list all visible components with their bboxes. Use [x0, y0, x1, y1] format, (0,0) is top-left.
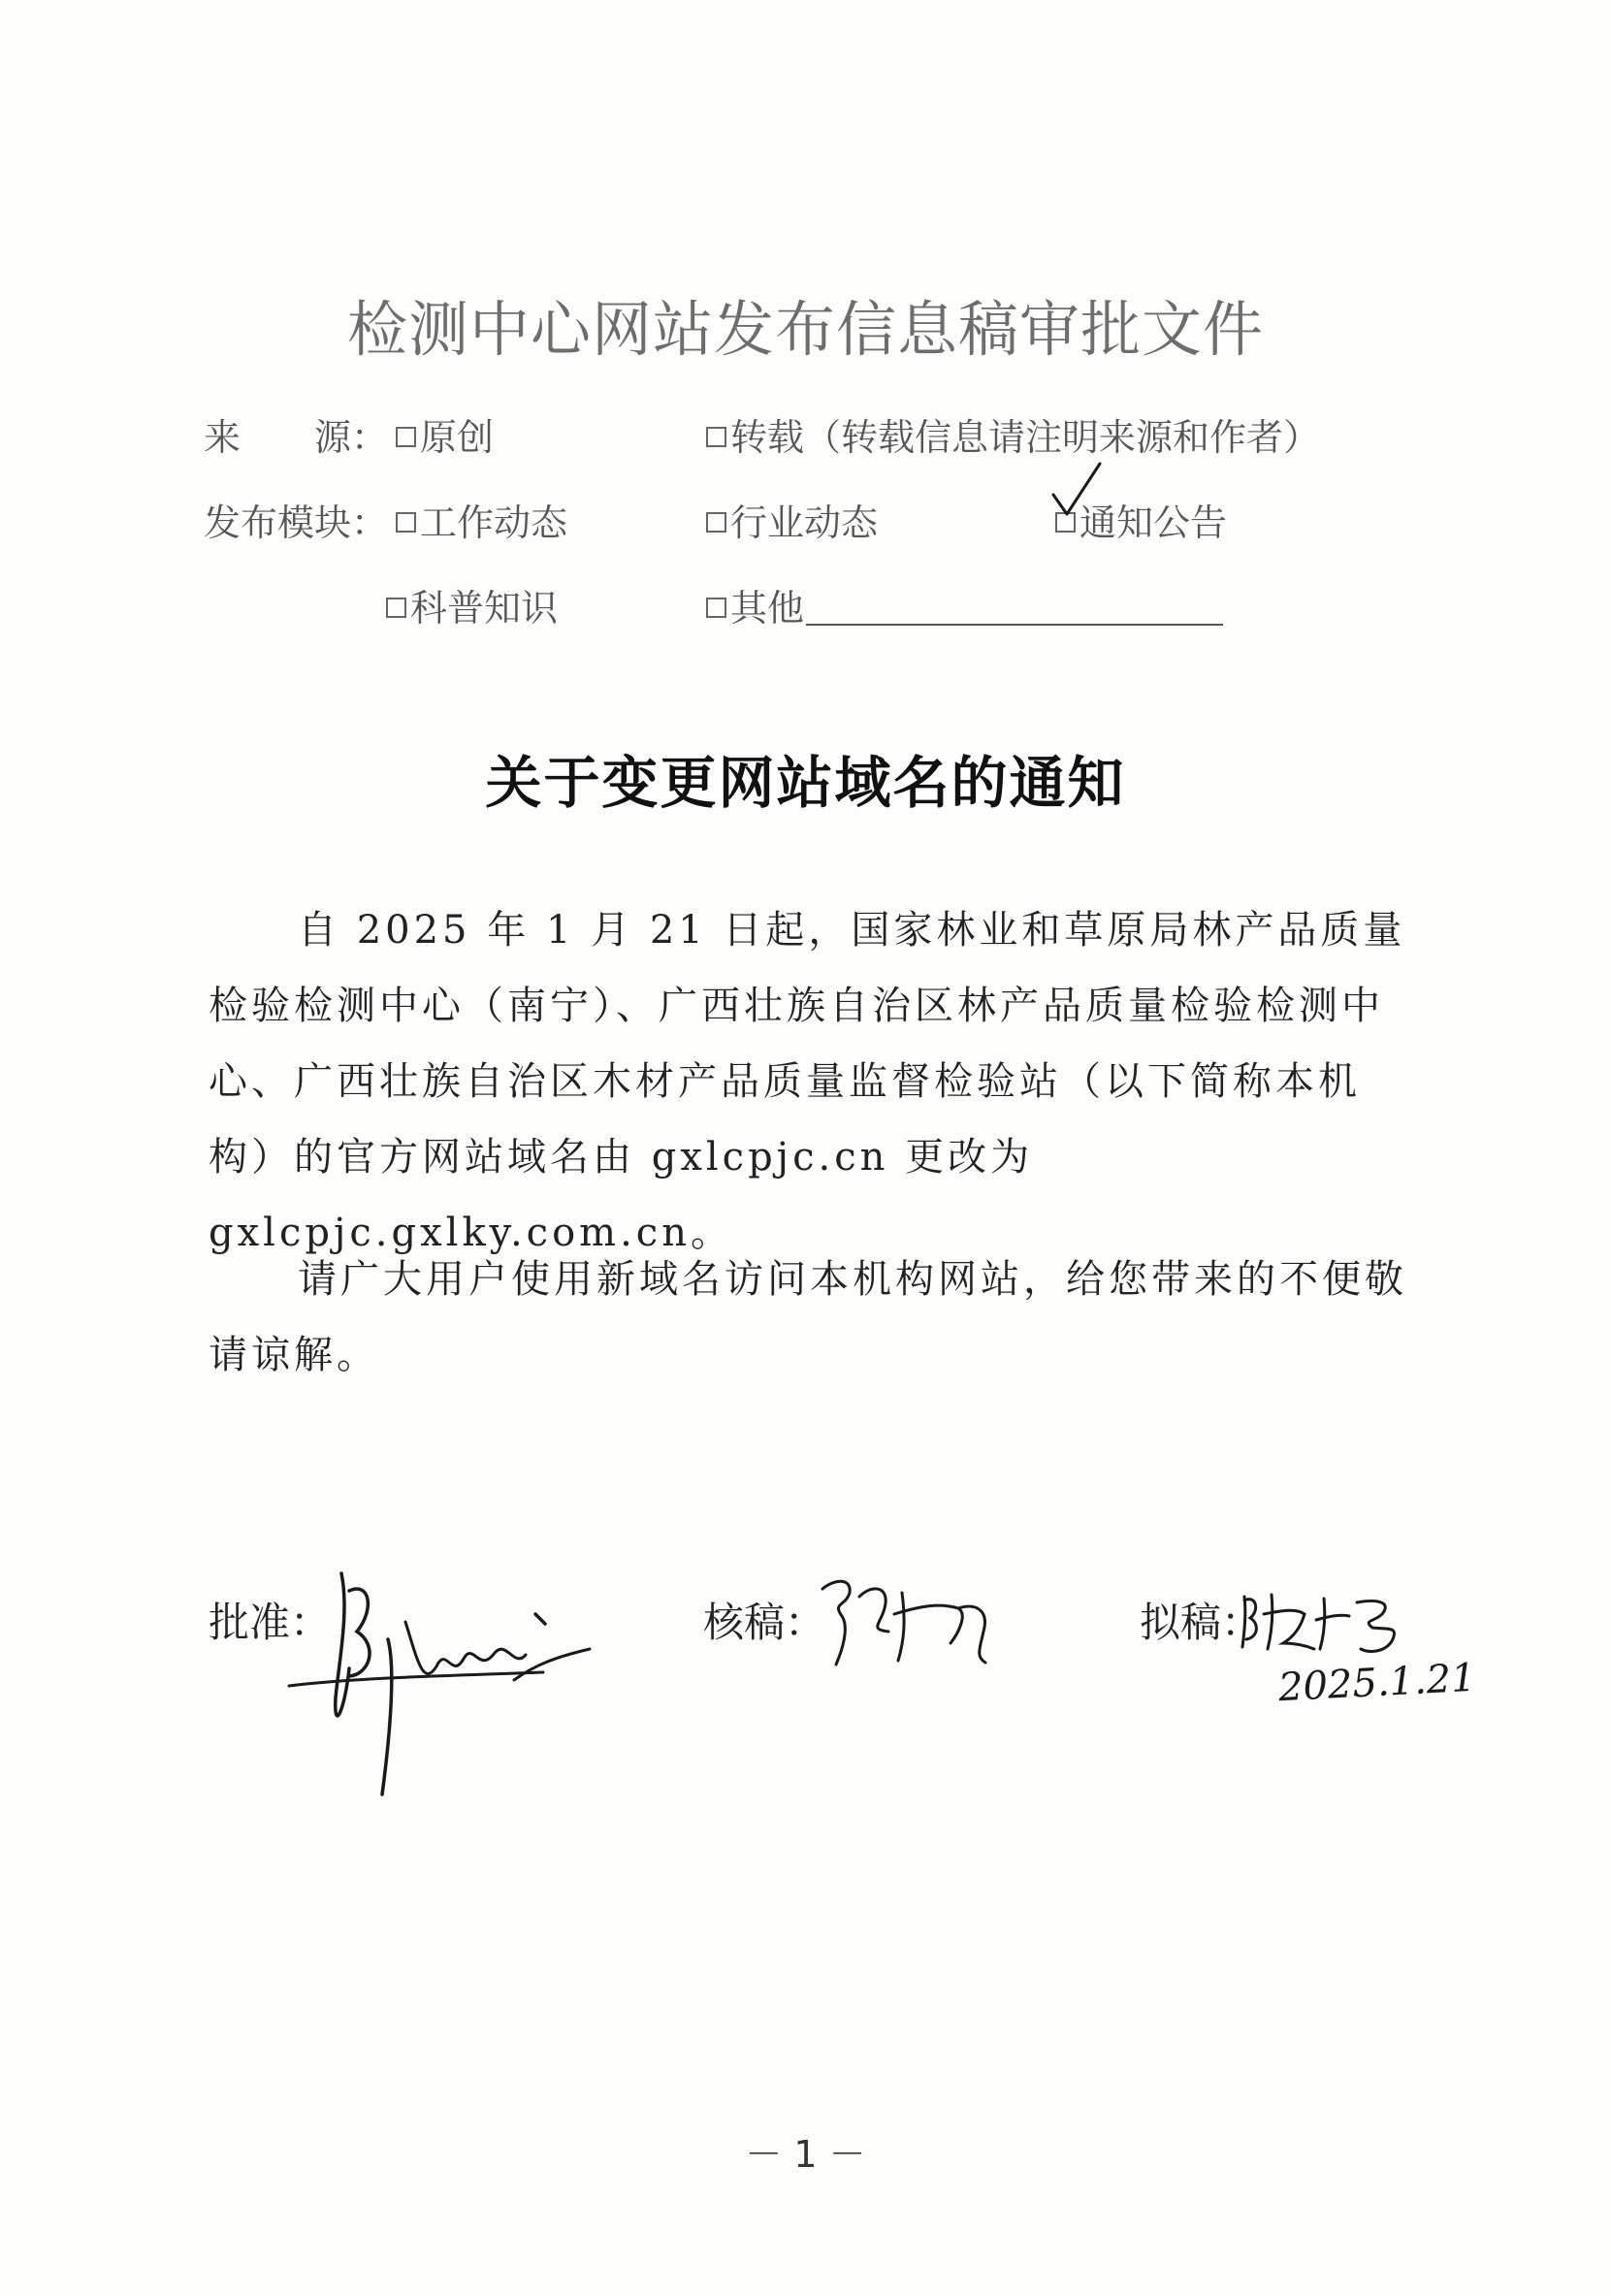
source-option-reprint-label: 转载（转载信息请注明来源和作者）: [730, 416, 1321, 459]
checkbox-work[interactable]: [396, 512, 416, 533]
module-option-science[interactable]: [386, 578, 558, 631]
module-option-work-label: 工作动态: [420, 501, 568, 544]
form-title: 检测中心网站发布信息稿审批文件: [346, 294, 1264, 365]
source-label: 来 源：: [204, 416, 389, 459]
review-label: 核稿：: [703, 1599, 826, 1646]
source-option-original[interactable]: [396, 407, 494, 461]
checkbox-industry[interactable]: [706, 512, 726, 533]
checkbox-reprint[interactable]: [706, 427, 726, 447]
module-option-work[interactable]: [396, 493, 567, 546]
reviewer-signature: [813, 1564, 1007, 1680]
draft-date: 2025.1.21: [1276, 1655, 1477, 1711]
checkbox-science[interactable]: [386, 598, 406, 618]
module-option-industry[interactable]: [706, 493, 878, 546]
source-option-reprint[interactable]: [706, 407, 1320, 461]
checkbox-original[interactable]: [396, 427, 416, 447]
module-option-other-label: 其他: [730, 587, 805, 630]
module-option-other[interactable]: [706, 578, 1223, 631]
approve-label: 批准：: [209, 1599, 332, 1646]
draft-label: 拟稿：: [1140, 1599, 1263, 1646]
page-number: － 1 －: [745, 2133, 866, 2176]
notice-paragraph-2: 请广大用户使用新域名访问本机构网站，给您带来的不便敬请谅解。: [209, 1257, 1407, 1377]
module-option-industry-label: 行业动态: [730, 501, 879, 544]
approver-signature: [281, 1552, 611, 1804]
other-fill-line[interactable]: [806, 585, 1223, 626]
notice-paragraph-1: 自 2025 年 1 月 21 日起，国家林业和草原局林产品质量检验检测中心（南宁）、广西壮族自治区林产品质量检验检测中心、广西壮族自治区木材产品质量监督检验站（以下简称本机构）的官方网站域名由 gxlcpjc.cn 更改为 gxlcpjc.gxlky.com.cn。: [209, 908, 1406, 1255]
module-label: 发布模块：: [204, 501, 389, 544]
drafter-signature: [1237, 1581, 1411, 1659]
module-option-notice-label: 通知公告: [1079, 501, 1228, 544]
check-mark-icon: [1047, 458, 1106, 526]
checkbox-other[interactable]: [706, 598, 726, 618]
source-option-original-label: 原创: [420, 416, 495, 459]
module-option-science-label: 科普知识: [410, 587, 559, 630]
notice-title: 关于变更网站域名的通知: [485, 750, 1126, 816]
